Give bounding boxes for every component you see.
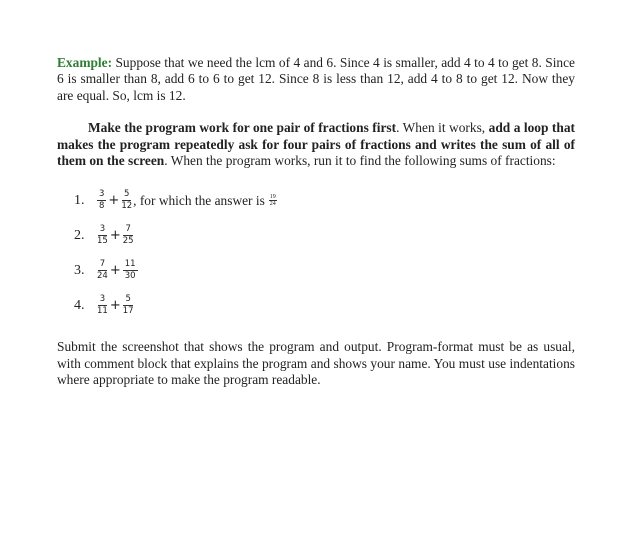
problem-number: 2. bbox=[74, 227, 85, 243]
numerator: 19 bbox=[269, 194, 276, 201]
example-text: Suppose that we need the lcm of 4 and 6. Since 4 is smaller, add 4 to 4 to get 8. Since 6 is smaller than 8, add 6 to 6 to get 12. Since 8 is less than 12, add 4 to 8 to get 12. Now they are equal. So, lcm is 12. bbox=[57, 55, 575, 103]
denominator: 24 bbox=[97, 271, 108, 282]
plus-sign: + bbox=[109, 227, 121, 243]
denominator: 15 bbox=[97, 236, 108, 247]
example-label: Example: bbox=[57, 55, 113, 70]
numerator: 7 bbox=[125, 224, 131, 235]
numerator: 5 bbox=[125, 294, 131, 305]
example-paragraph bbox=[57, 55, 575, 104]
answer-fraction bbox=[269, 194, 277, 207]
denominator: 24 bbox=[269, 201, 276, 208]
instruction-text-2: . When the program works, run it to find the following sums of fractions: bbox=[164, 153, 556, 169]
denominator: 17 bbox=[122, 306, 134, 317]
problem-item-1 bbox=[74, 183, 575, 218]
instructions-paragraph bbox=[57, 120, 575, 169]
instruction-bold-1: Make the program work for one pair of fractions first bbox=[88, 120, 397, 136]
problem-item-3 bbox=[74, 253, 575, 288]
problem-list bbox=[74, 183, 575, 323]
problem-item-2 bbox=[74, 218, 575, 253]
answer-text: , for which the answer is bbox=[133, 192, 265, 208]
fraction-a bbox=[97, 295, 108, 316]
submit-paragraph: Submit the screenshot that shows the program and output. Program-format must be as usual, with comment block that explains the program and shows your name. You must use indentations where appropriate to make the program readable. bbox=[57, 339, 575, 388]
numerator: 3 bbox=[99, 294, 106, 305]
denominator: 30 bbox=[124, 271, 136, 282]
problem-number: 1. bbox=[74, 192, 85, 208]
problem-item-4 bbox=[74, 288, 575, 323]
numerator: 7 bbox=[99, 259, 106, 270]
instruction-bold-2: add a loop that makes the program repeatedly ask for four pairs of fractions and writes the sum of all of them on the screen bbox=[57, 120, 575, 169]
plus-sign: + bbox=[109, 297, 121, 313]
denominator: 25 bbox=[122, 236, 134, 247]
instruction-text-1: . When it works, bbox=[396, 120, 489, 136]
fraction-a bbox=[97, 225, 108, 246]
fraction-b bbox=[123, 295, 134, 316]
fraction-b bbox=[121, 190, 132, 211]
numerator: 3 bbox=[99, 224, 106, 235]
problem-number: 4. bbox=[74, 297, 85, 313]
numerator: 5 bbox=[124, 189, 130, 200]
numerator: 11 bbox=[124, 259, 136, 270]
document-page bbox=[57, 55, 575, 389]
denominator: 11 bbox=[97, 306, 108, 317]
fraction-b bbox=[123, 225, 134, 246]
numerator: 3 bbox=[99, 189, 105, 200]
plus-sign: + bbox=[108, 192, 120, 208]
fraction-a bbox=[97, 260, 108, 281]
denominator: 8 bbox=[99, 201, 105, 212]
plus-sign: + bbox=[109, 262, 121, 278]
denominator: 12 bbox=[121, 201, 133, 212]
fraction-b bbox=[123, 260, 138, 281]
problem-number: 3. bbox=[74, 262, 85, 278]
fraction-a bbox=[97, 190, 106, 211]
